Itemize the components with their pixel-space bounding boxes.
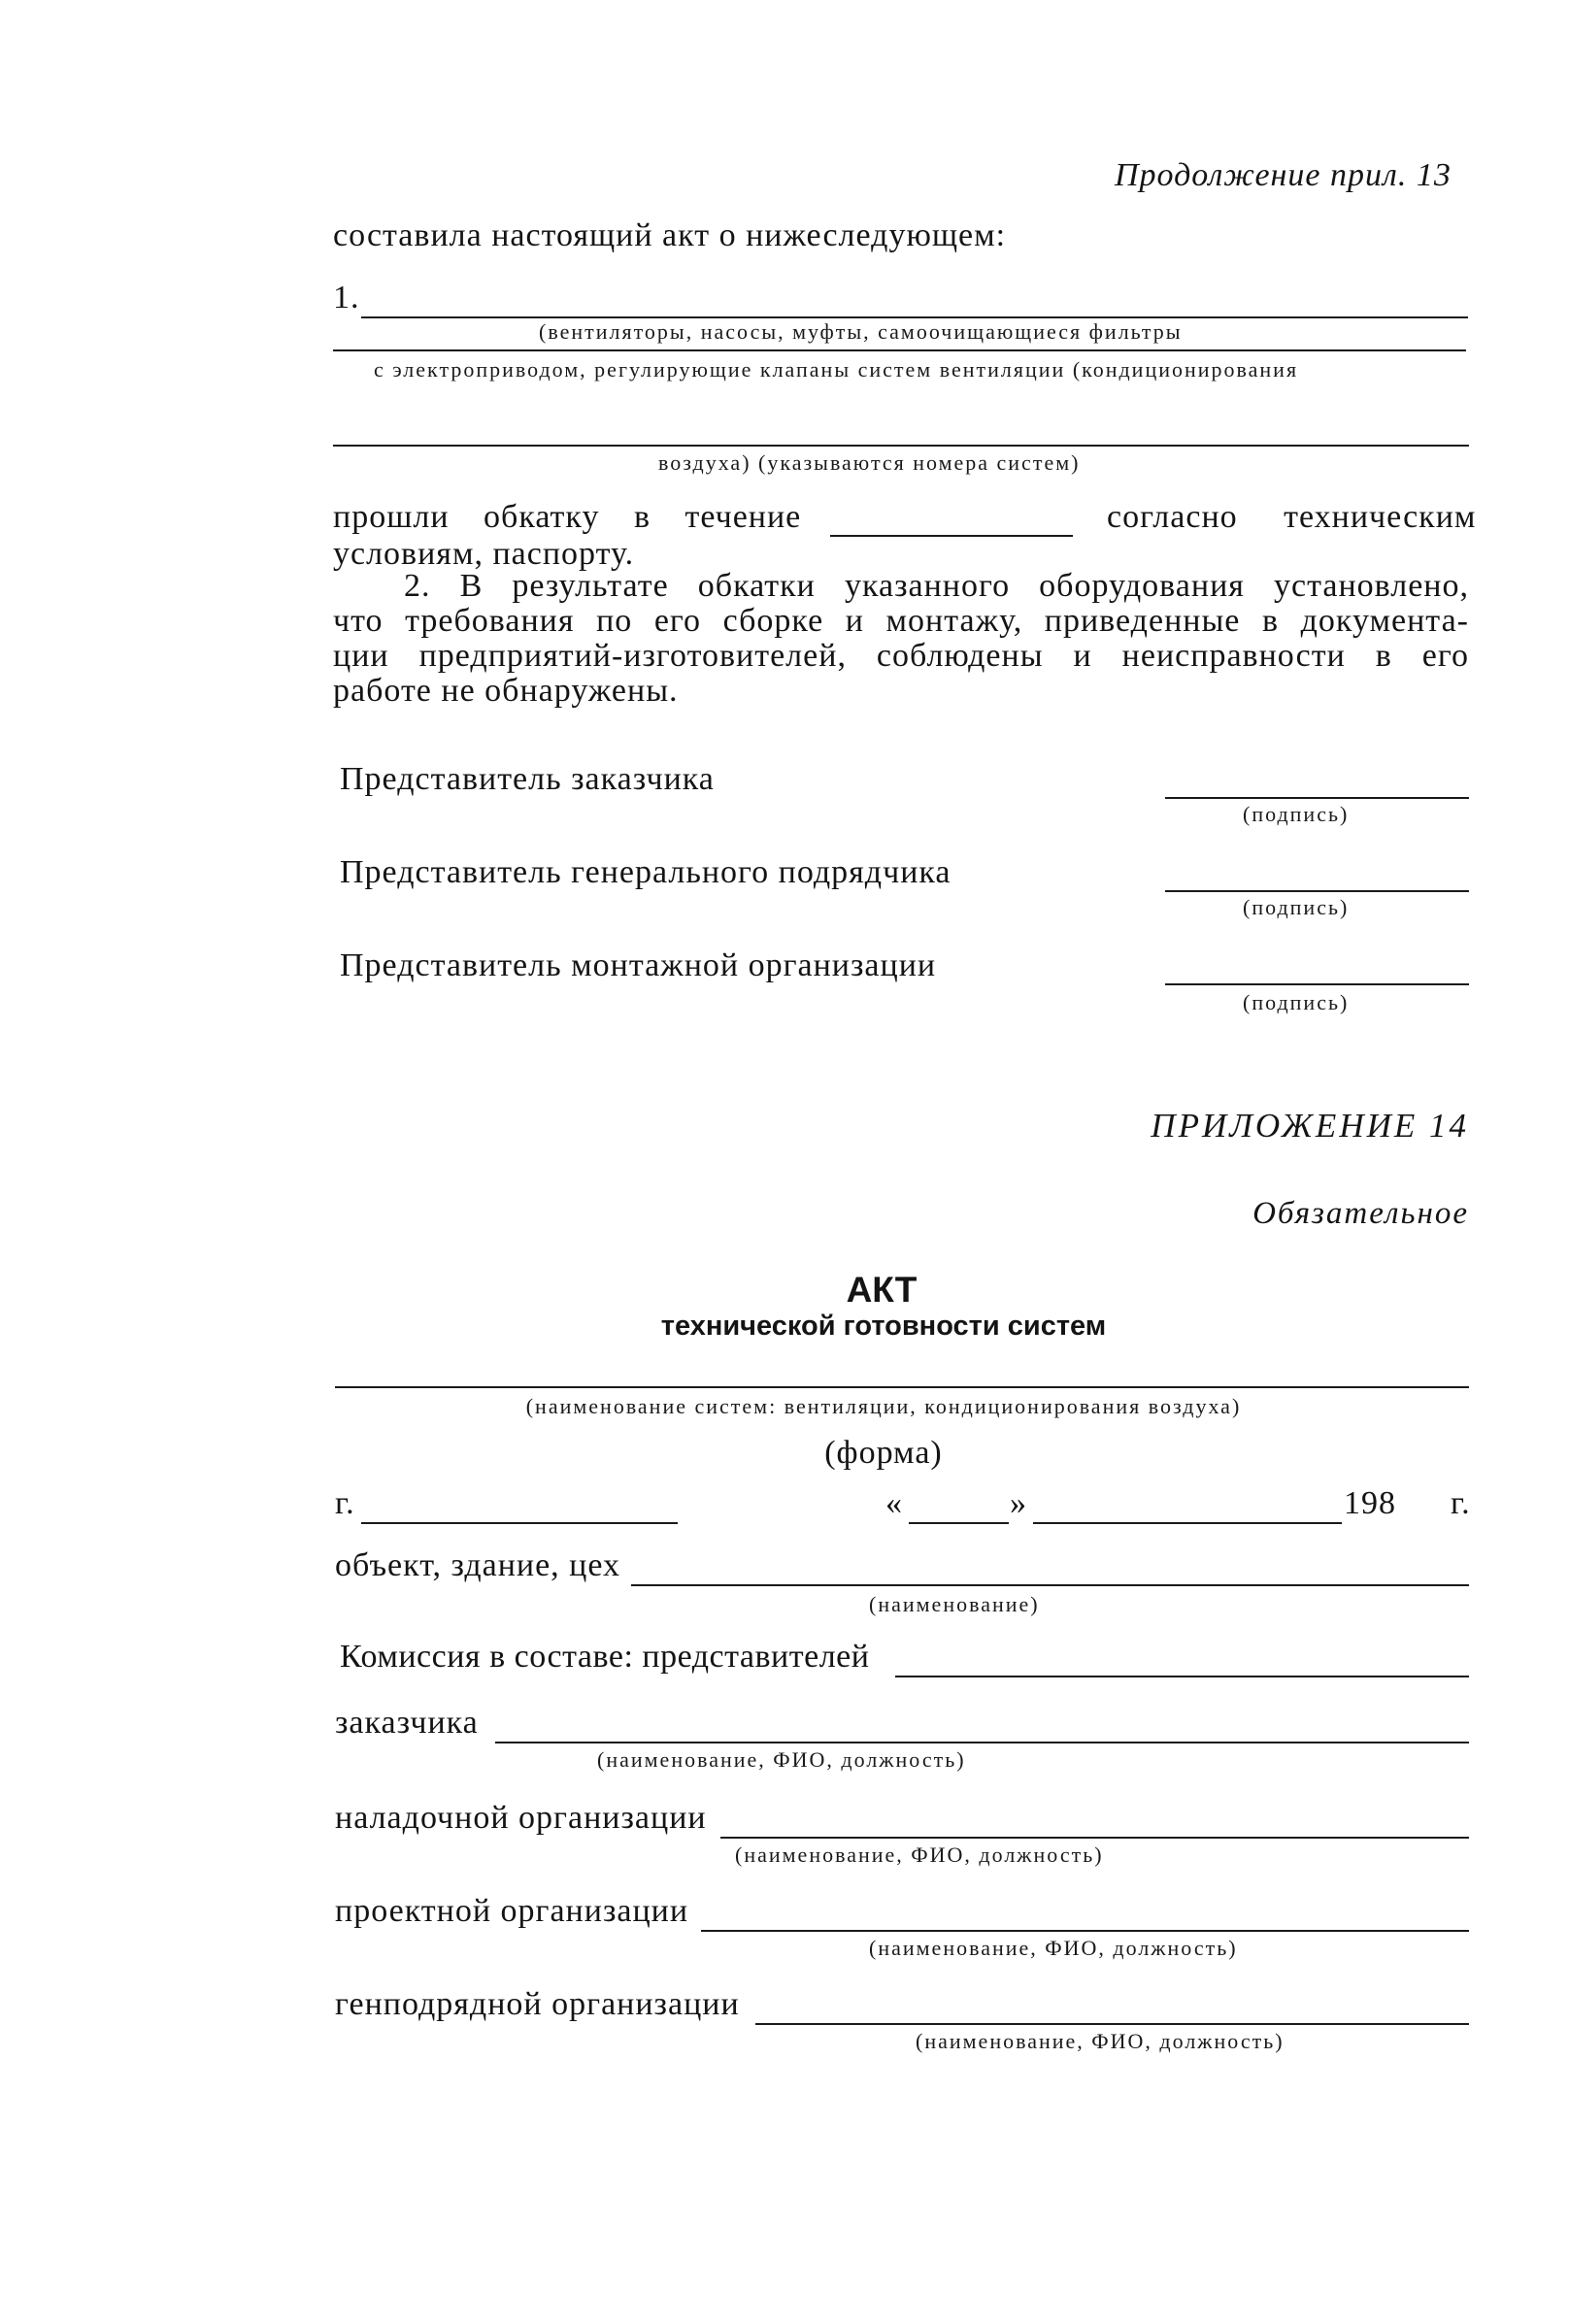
systems-name-line	[335, 1386, 1469, 1388]
signature-role-installer: Представитель монтажной организации	[340, 947, 937, 983]
party-caption-general-contractor: (наименование, ФИО, должность)	[916, 2029, 1285, 2053]
item2-line-2: что требования по его сборке и монтажу, приведенные в документа-	[333, 603, 1469, 639]
systems-caption: (наименование систем: вентиляции, кондиционирования воздуха)	[525, 1394, 1242, 1418]
signature-role-customer: Представитель заказчика	[340, 761, 715, 797]
signature-line-general-contractor	[1165, 890, 1469, 892]
party-line-design	[701, 1930, 1469, 1932]
party-line-general-contractor	[755, 2023, 1469, 2025]
equipment-caption-2: с электроприводом, регулирующие клапаны систем вентиляции (кондиционирования	[374, 357, 1299, 382]
equipment-line-2	[333, 349, 1466, 351]
year-suffix: г.	[1451, 1485, 1471, 1521]
equipment-caption-3: воздуха) (указываются номера систем)	[658, 450, 1081, 475]
commission-line	[895, 1676, 1469, 1677]
city-line	[361, 1522, 678, 1524]
form-label: (форма)	[824, 1435, 943, 1471]
equipment-line-3	[333, 445, 1469, 447]
item1-number: 1.	[333, 280, 360, 315]
signature-line-customer	[1165, 797, 1469, 799]
run-in-line2: условиям, паспорту.	[333, 536, 635, 572]
quote-close: »	[1010, 1485, 1027, 1521]
party-label-commissioning: наладочной организации	[335, 1800, 707, 1836]
party-label-customer: заказчика	[335, 1705, 479, 1741]
party-label-design: проектной организации	[335, 1893, 689, 1929]
intro-text: составила настоящий акт о нижеследующем:	[333, 217, 1007, 253]
party-line-commissioning	[720, 1837, 1469, 1839]
doc-title: АКТ	[846, 1270, 918, 1310]
quote-open: «	[885, 1485, 903, 1521]
appendix-status: Обязательное	[1252, 1196, 1469, 1231]
commission-label: Комиссия в составе: представителей	[340, 1639, 870, 1675]
equipment-caption-1: (вентиляторы, насосы, муфты, самоочищающиеся фильтры	[539, 319, 1183, 344]
continuation-label: Продолжение прил. 13	[1115, 157, 1452, 193]
party-caption-customer: (наименование, ФИО, должность)	[597, 1747, 966, 1772]
item2-paragraph	[333, 569, 1469, 709]
object-caption: (наименование)	[869, 1592, 1040, 1616]
object-line	[631, 1584, 1469, 1586]
city-prefix: г.	[335, 1485, 355, 1521]
appendix-title: ПРИЛОЖЕНИЕ 14	[1151, 1107, 1469, 1145]
party-label-general-contractor: генподрядной организации	[335, 1986, 740, 2022]
year-prefix: 198	[1344, 1485, 1396, 1521]
party-line-customer	[495, 1742, 1469, 1743]
equipment-line-1	[361, 316, 1468, 318]
signature-caption-customer: (подпись)	[1243, 802, 1350, 826]
run-in-prefix: прошли обкатку в течение	[333, 499, 802, 535]
day-line	[909, 1522, 1009, 1524]
item2-line-4: работе не обнаружены.	[333, 673, 679, 709]
signature-line-installer	[1165, 983, 1469, 985]
party-caption-design: (наименование, ФИО, должность)	[869, 1936, 1238, 1960]
party-caption-commissioning: (наименование, ФИО, должность)	[735, 1843, 1104, 1867]
item2-line-1: 2. В результате обкатки указанного оборудования установлено,	[404, 568, 1469, 604]
run-in-duration-line	[830, 535, 1073, 537]
doc-subtitle: технической готовности систем	[660, 1311, 1107, 1342]
run-in-suffix: согласно техническим	[1107, 499, 1477, 535]
signature-caption-installer: (подпись)	[1243, 990, 1350, 1014]
signature-role-general-contractor: Представитель генерального подрядчика	[340, 854, 951, 890]
object-label: объект, здание, цех	[335, 1547, 621, 1583]
month-line	[1033, 1522, 1342, 1524]
signature-caption-general-contractor: (подпись)	[1243, 895, 1350, 919]
item2-line-3: ции предприятий-изготовителей, соблюдены и неисправности в его	[333, 638, 1469, 674]
